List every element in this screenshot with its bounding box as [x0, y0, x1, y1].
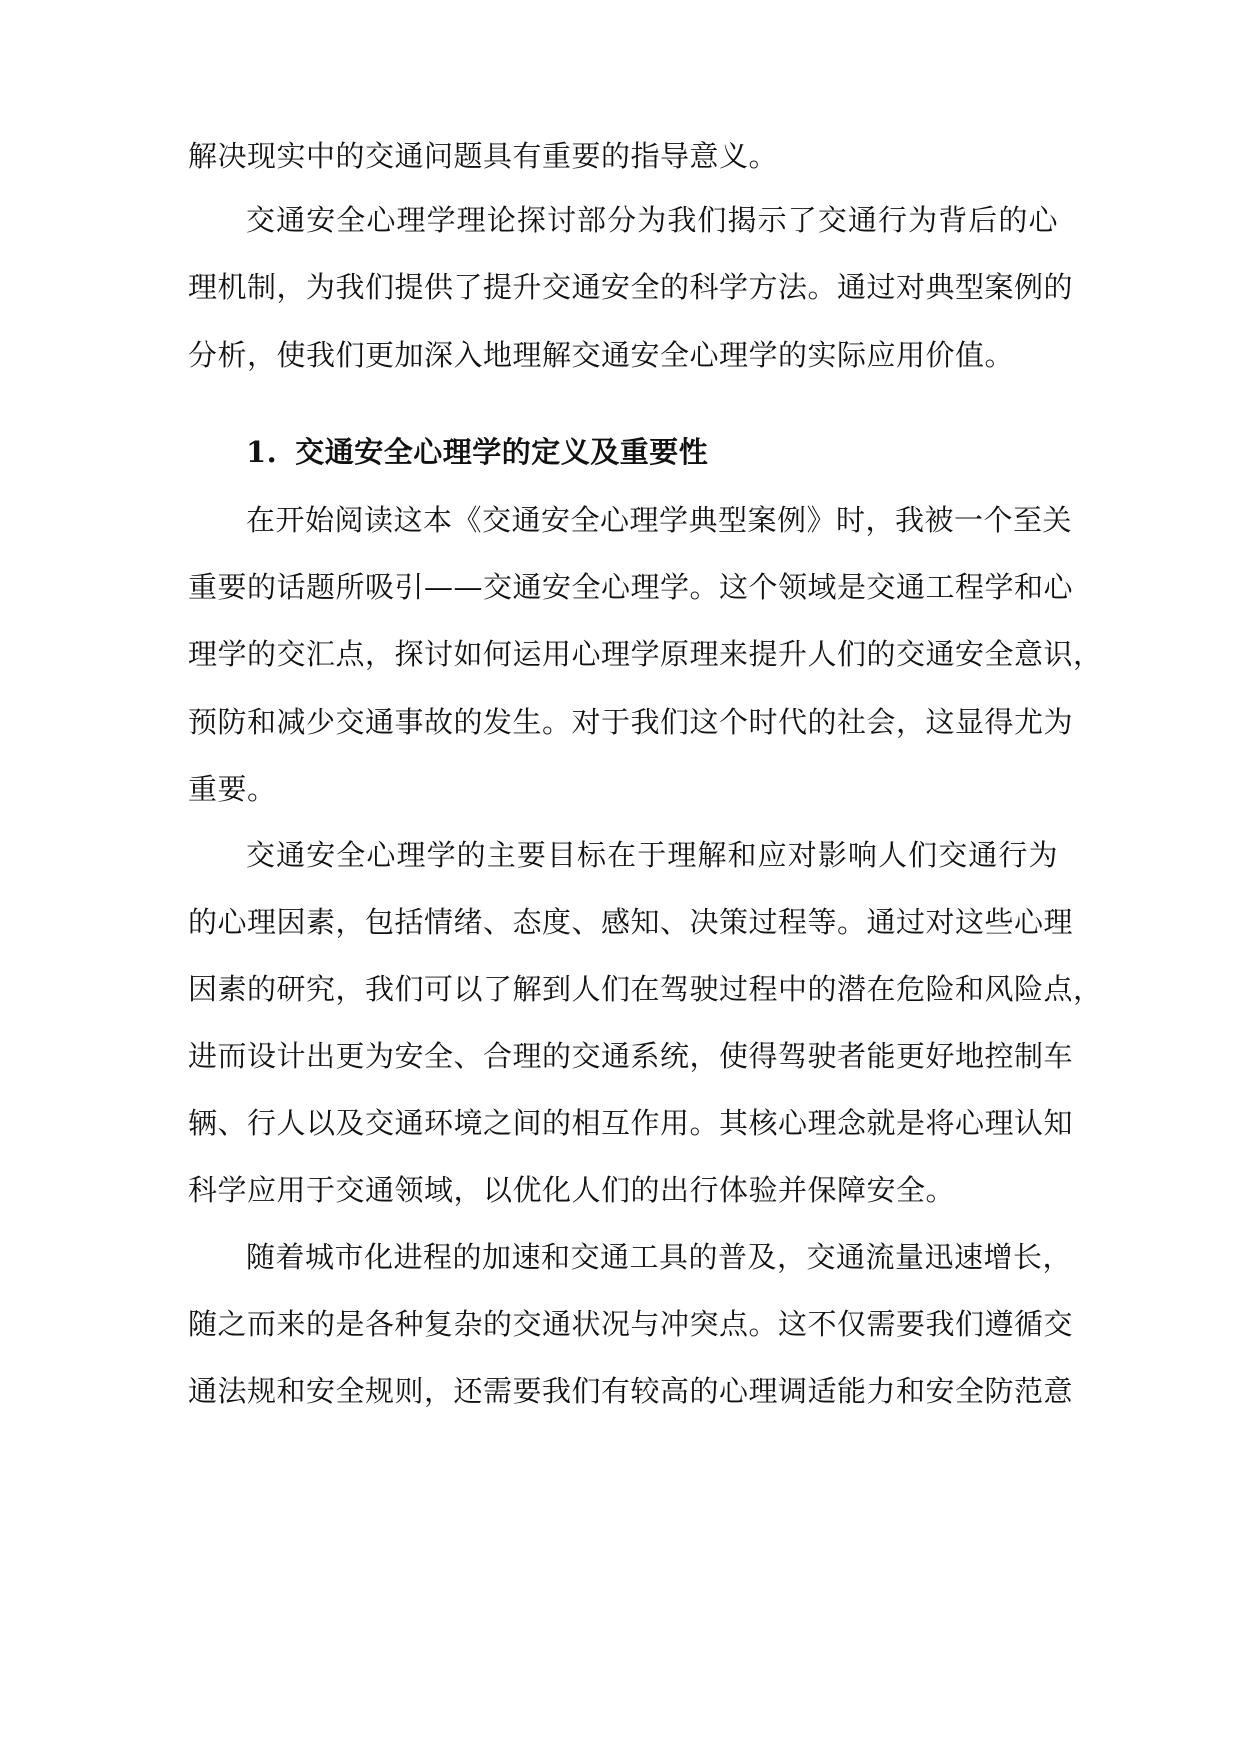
paragraph-line: 预防和减少交通事故的发生。对于我们这个时代的社会，这显得尤为: [188, 705, 1074, 739]
paragraph-line: 重要的话题所吸引——交通安全心理学。这个领域是交通工程学和心: [188, 570, 1074, 604]
section-heading: [246, 432, 708, 472]
paragraph-line: 科学应用于交通领域，以优化人们的出行体验并保障安全。: [188, 1173, 956, 1207]
paragraph-line: 因素的研究，我们可以了解到人们在驾驶过程中的潜在危险和风险点，: [188, 972, 1103, 1006]
paragraph-line: 交通安全心理学的主要目标在于理解和应对影响人们交通行为: [246, 838, 1058, 872]
paragraph-line: 进而设计出更为安全、合理的交通系统，使得驾驶者能更好地控制车: [188, 1039, 1074, 1073]
paragraph-line: 交通安全心理学理论探讨部分为我们揭示了交通行为背后的心: [246, 203, 1058, 237]
paragraph-line: 理机制，为我们提供了提升交通安全的科学方法。通过对典型案例的: [188, 270, 1074, 304]
paragraph-line: 的心理因素，包括情绪、态度、感知、决策过程等。通过对这些心理: [188, 905, 1074, 939]
paragraph-line: 通法规和安全规则，还需要我们有较高的心理调适能力和安全防范意: [188, 1374, 1074, 1408]
section-number: 1.: [246, 435, 278, 469]
paragraph-line: 随着城市化进程的加速和交通工具的普及，交通流量迅速增长，: [246, 1240, 1073, 1274]
paragraph-line: 辆、行人以及交通环境之间的相互作用。其核心理念就是将心理认知: [188, 1106, 1074, 1140]
paragraph-line: 解决现实中的交通问题具有重要的指导意义。: [188, 139, 779, 173]
paragraph-line: 重要。: [188, 772, 277, 806]
section-title: 交通安全心理学的定义及重要性: [295, 435, 709, 469]
paragraph-line: 理学的交汇点，探讨如何运用心理学原理来提升人们的交通安全意识，: [188, 637, 1103, 671]
paragraph-line: 在开始阅读这本《交通安全心理学典型案例》时，我被一个至关: [246, 503, 1073, 537]
paragraph-line: 分析，使我们更加深入地理解交通安全心理学的实际应用价值。: [188, 338, 1015, 372]
paragraph-line: 随之而来的是各种复杂的交通状况与冲突点。这不仅需要我们遵循交: [188, 1307, 1074, 1341]
